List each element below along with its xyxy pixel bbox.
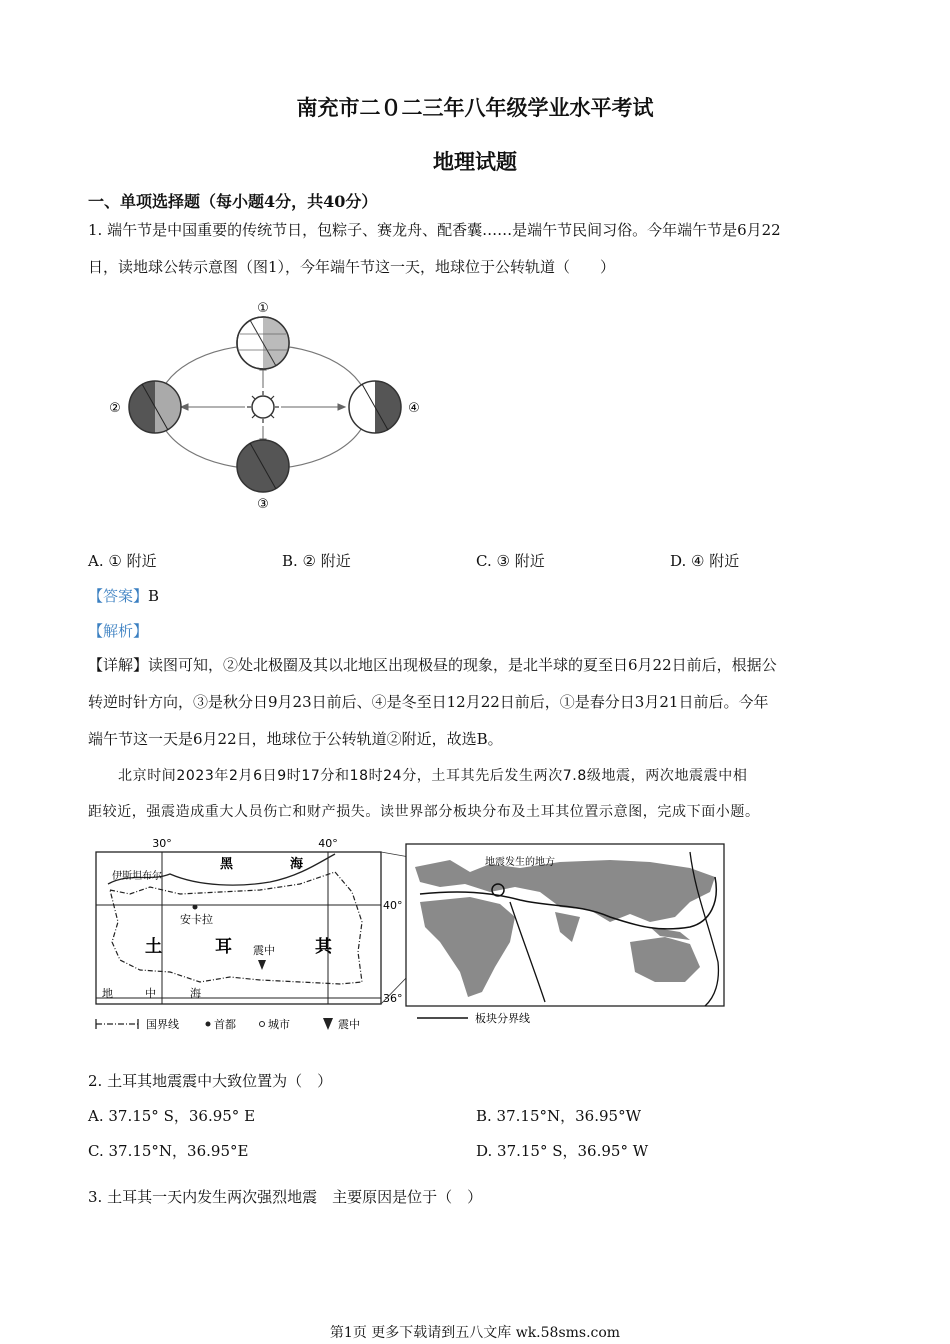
earth-position-3	[237, 440, 289, 492]
q1-option-c[interactable]: C. ③ 附近	[476, 552, 545, 570]
lat-36-label: 36°	[383, 992, 403, 1005]
sun-icon	[247, 391, 279, 423]
earth-position-4	[349, 381, 401, 433]
q1-stem-line1: 1. 端午节是中国重要的传统节日，包粽子、赛龙舟、配香囊……是端午节民间习俗。今年端午节是6月22	[88, 221, 781, 239]
capital-legend-icon	[206, 1022, 211, 1027]
lon-30-label: 30°	[152, 837, 172, 850]
answer-value: B	[148, 587, 160, 605]
lat-40-label: 40°	[383, 899, 403, 912]
exam-subtitle: 地理试题	[433, 149, 517, 174]
answer-line	[88, 585, 159, 606]
earth-marker-4: ④	[408, 401, 420, 416]
q2-option-d[interactable]: D. 37.15° S，36.95° W	[476, 1142, 649, 1160]
earth-marker-3: ③	[257, 497, 269, 512]
city-legend-icon	[260, 1022, 265, 1027]
exam-title: 南充市二０二三年八年级学业水平考试	[296, 95, 654, 120]
page-footer: 第1页 更多下载请到五八文库 wk.58sms.com	[329, 1325, 621, 1341]
detail-line1: 【详解】读图可知，②处北极圈及其以北地区出现极昼的现象，是北半球的夏至日6月22日前后，根据公	[88, 656, 777, 674]
section-heading: 一、单项选择题（每小题4分，共40分）	[88, 192, 378, 211]
epicenter-legend-icon	[323, 1018, 333, 1030]
q1-option-b[interactable]: B. ② 附近	[282, 552, 351, 570]
med-sea-label-3: 海	[190, 987, 201, 1000]
legend-city-label: 城市	[268, 1018, 290, 1031]
turkey-map-figure	[90, 832, 730, 1034]
lon-40-label: 40°	[318, 837, 338, 850]
legend-border-label: 国界线	[146, 1018, 179, 1031]
q1-option-a[interactable]: A. ① 附近	[88, 552, 157, 570]
legend-plate-label: 板块分界线	[475, 1012, 530, 1025]
quake-place-label: 地震发生的地方	[485, 857, 555, 868]
orbit-diagram	[100, 300, 430, 515]
q2-option-b[interactable]: B. 37.15°N，36.95°W	[476, 1107, 641, 1125]
q1-option-d[interactable]: D. ④ 附近	[670, 552, 740, 570]
q2-option-c[interactable]: C. 37.15°N，36.95°E	[88, 1142, 249, 1160]
black-sea-label-2: 海	[290, 857, 304, 872]
passage-line1: 北京时间2023年2月6日9时17分和18时24分，土耳其先后发生两次7.8级地震，两次地震震中相	[118, 768, 748, 784]
ankara-label: 安卡拉	[180, 913, 213, 926]
q2-option-a[interactable]: A. 37.15° S，36.95° E	[88, 1107, 256, 1125]
legend-epicenter-label: 震中	[338, 1018, 360, 1031]
answer-tag: 【答案】	[88, 587, 149, 605]
earth-position-2	[129, 381, 181, 433]
q3-stem: 3. 土耳其一天内发生两次强烈地震 主要原因是位于（ ）	[88, 1188, 483, 1206]
earth-marker-2: ②	[109, 401, 121, 416]
epicenter-label: 震中	[253, 944, 275, 957]
turkey-label-tu: 土	[145, 937, 162, 957]
turkey-label-qi: 其	[315, 937, 332, 957]
q2-stem: 2. 土耳其地震震中大致位置为（ ）	[88, 1072, 333, 1090]
detail-line2: 转逆时针方向，③是秋分日9月23日前后、④是冬至日12月22日前后，①是春分日3月21日前后。今年	[88, 693, 769, 711]
legend-capital-label: 首都	[214, 1018, 236, 1031]
detail-line3: 端午节这一天是6月22日，地球位于公转轨道②附近，故选B。	[88, 730, 503, 748]
border-legend-icon	[96, 1019, 138, 1029]
ankara-marker	[193, 905, 198, 910]
analysis-tag: 【解析】	[88, 622, 149, 640]
med-sea-label-1: 地	[102, 987, 113, 1000]
black-sea-label-1: 黑	[220, 857, 234, 872]
med-sea-label-2: 中	[145, 987, 156, 1000]
turkey-label-er: 耳	[215, 937, 232, 957]
earth-marker-1: ①	[257, 301, 269, 316]
q1-stem-line2: 日，读地球公转示意图（图1），今年端午节这一天，地球位于公转轨道（ ）	[88, 258, 616, 276]
passage-line2: 距较近，强震造成重大人员伤亡和财产损失。读世界部分板块分布及土耳其位置示意图，完成下面小题。	[88, 804, 760, 820]
istanbul-label: 伊斯坦布尔	[112, 871, 162, 882]
earth-position-1	[237, 317, 289, 369]
